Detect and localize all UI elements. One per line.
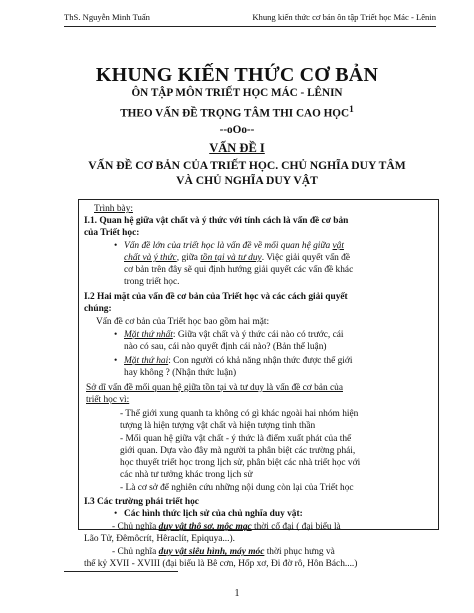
reason-intro-line-1: Sở dĩ vấn đề mối quan hệ giữa tồn tại và tư duy là vấn đề cơ bản của: [86, 383, 343, 393]
reason-1-line-1: - Thế giới xung quanh ta không có gì khác ngoài hai nhóm hiện: [120, 409, 359, 419]
reason-1: [120, 408, 434, 432]
aspect-2-label: Mặt thứ hai: [124, 356, 169, 366]
footnote-marker: 1: [349, 105, 354, 115]
reason-2-line-4: các nhà tư tưởng khác trong lịch sử: [120, 470, 253, 480]
aspect-1: [124, 329, 434, 353]
reason-1-line-2: tượng là hiện tượng vật chất và hiện tượng tinh thần: [120, 421, 316, 431]
bullet-line: [124, 252, 434, 264]
document-subtitle-2: [40, 105, 434, 120]
chapter-heading-line-1: VẤN ĐỀ CƠ BẢN CỦA TRIẾT HỌC. CHỦ NGHĨA DUY TÂM: [88, 159, 406, 172]
aspect-2-line-1: [124, 355, 434, 367]
section-1-heading-line-2: của Triết học:: [84, 228, 140, 238]
aspect-1-line-1: [124, 329, 434, 341]
text: : Giữa vật chất và ý thức cái nào có trước, cái: [172, 330, 344, 340]
text: thời cổ đại ( đại biểu là: [251, 522, 341, 532]
form-1-line-2: Lão Tử, Đêmôcrít, Hêraclít, Epiquya...).: [84, 534, 235, 544]
text: vật: [332, 241, 344, 251]
bullet-line: [124, 240, 434, 252]
chapter-heading: [60, 158, 434, 188]
text: - Chủ nghĩa: [112, 522, 159, 532]
document-title: KHUNG KIẾN THỨC CƠ BẢN: [95, 64, 379, 86]
text: Vấn đề lớn của triết học là vấn đề về mối quan hệ giữa: [124, 241, 333, 251]
text: thời phục hưng và: [264, 547, 335, 557]
bullet-icon: •: [114, 356, 118, 366]
section-3-heading: I.3 Các trường phái triết học: [84, 497, 199, 507]
reason-2-line-2: giới quan. Dựa vào đây mà người ta phân biệt các trường phái,: [120, 446, 356, 456]
reason-2-line-1: - Mối quan hệ giữa vật chất - ý thức là điểm xuất phát của thế: [120, 434, 352, 444]
bullet-icon: •: [114, 509, 118, 519]
chapter-label: VẤN ĐỀ I: [209, 141, 265, 155]
text: - Chủ nghĩa: [112, 547, 159, 557]
materialism-heading: Các hình thức lịch sử của chủ nghĩa duy vật:: [124, 509, 303, 519]
trinh-bay-label: Trình bày:: [94, 204, 133, 214]
aspect-1-line-2: nào có sau, cái nào quyết định cái nào? (Bản thể luận): [124, 342, 327, 352]
text: : Con người có khả năng nhận thức được thế giới: [168, 356, 353, 366]
bullet-icon: •: [114, 241, 118, 251]
footnote-separator: [64, 571, 178, 572]
reason-intro: [86, 382, 434, 406]
section-1-heading-line-1: I.1. Quan hệ giữa vật chất và ý thức với tính cách là vấn đề cơ bản: [84, 216, 349, 226]
document-subtitle: ÔN TẬP MÔN TRIẾT HỌC MÁC - LÊNIN: [131, 87, 343, 99]
form-1-line-1: [112, 521, 434, 533]
section-2-heading-line-2: chúng:: [84, 304, 112, 314]
materialism-form-1: [84, 521, 434, 545]
title-divider: --oOo--: [219, 124, 255, 136]
chapter-heading-line-2: VÀ CHỦ NGHĨA DUY VẬT: [176, 174, 318, 187]
subtitle-text: THEO VẤN ĐỀ TRỌNG TÂM THI CAO HỌC: [120, 107, 350, 120]
reason-intro-line-2: triết học vì:: [86, 395, 130, 405]
form-2-line-2: thế kỷ XVII - XVIII (đại biểu là Bê cơn, Hốp xơ, Đi đờ rô, Hôn Bách....): [84, 559, 358, 569]
section-1-bullet: [124, 240, 434, 288]
bullet-line: trong triết học.: [124, 277, 180, 287]
form-2-term: duy vật siêu hình, máy móc: [158, 547, 265, 557]
text: . Việc giải quyết vấn đề: [261, 253, 350, 263]
section-2-heading: [84, 291, 434, 315]
form-2-line-1: [112, 546, 434, 558]
text: , giữa: [176, 253, 201, 263]
reason-2: [120, 433, 434, 481]
reason-2-line-3: học thuyết triết học trong lịch sử, phân biệt các nhà triết học với: [120, 458, 361, 468]
bullet-line: cơ bản trên đây sẽ qui định hướng giải quyết các vấn đề khác: [124, 265, 354, 275]
bullet-icon: •: [114, 330, 118, 340]
aspect-2: [124, 355, 434, 379]
reason-3: - Là cơ sở để nghiên cứu những nội dung còn lại của Triết học: [120, 483, 354, 493]
materialism-form-2: [84, 546, 434, 570]
header-author: ThS. Nguyễn Minh Tuấn: [64, 12, 150, 22]
aspect-2-line-2: hay không ? (Nhận thức luận): [124, 368, 237, 378]
section-2-heading-line-1: I.2 Hai mặt của vấn đề cơ bản của Triết học và các cách giải quyết: [84, 292, 348, 302]
section-1-heading: [84, 215, 434, 239]
form-1-term: duy vật thô sơ, mộc mạc: [158, 522, 252, 532]
text: tồn tại và tư duy: [200, 253, 262, 263]
text: chất và ý thức: [124, 253, 177, 263]
section-2-intro: Vấn đề cơ bản của Triết học bao gồm hai mặt:: [96, 317, 270, 327]
page-number: 1: [234, 588, 240, 599]
header-title: Khung kiến thức cơ bản ôn tập Triết học Mác - Lênin: [252, 12, 436, 22]
running-header: [64, 12, 436, 27]
aspect-1-label: Mặt thứ nhất: [124, 330, 173, 340]
